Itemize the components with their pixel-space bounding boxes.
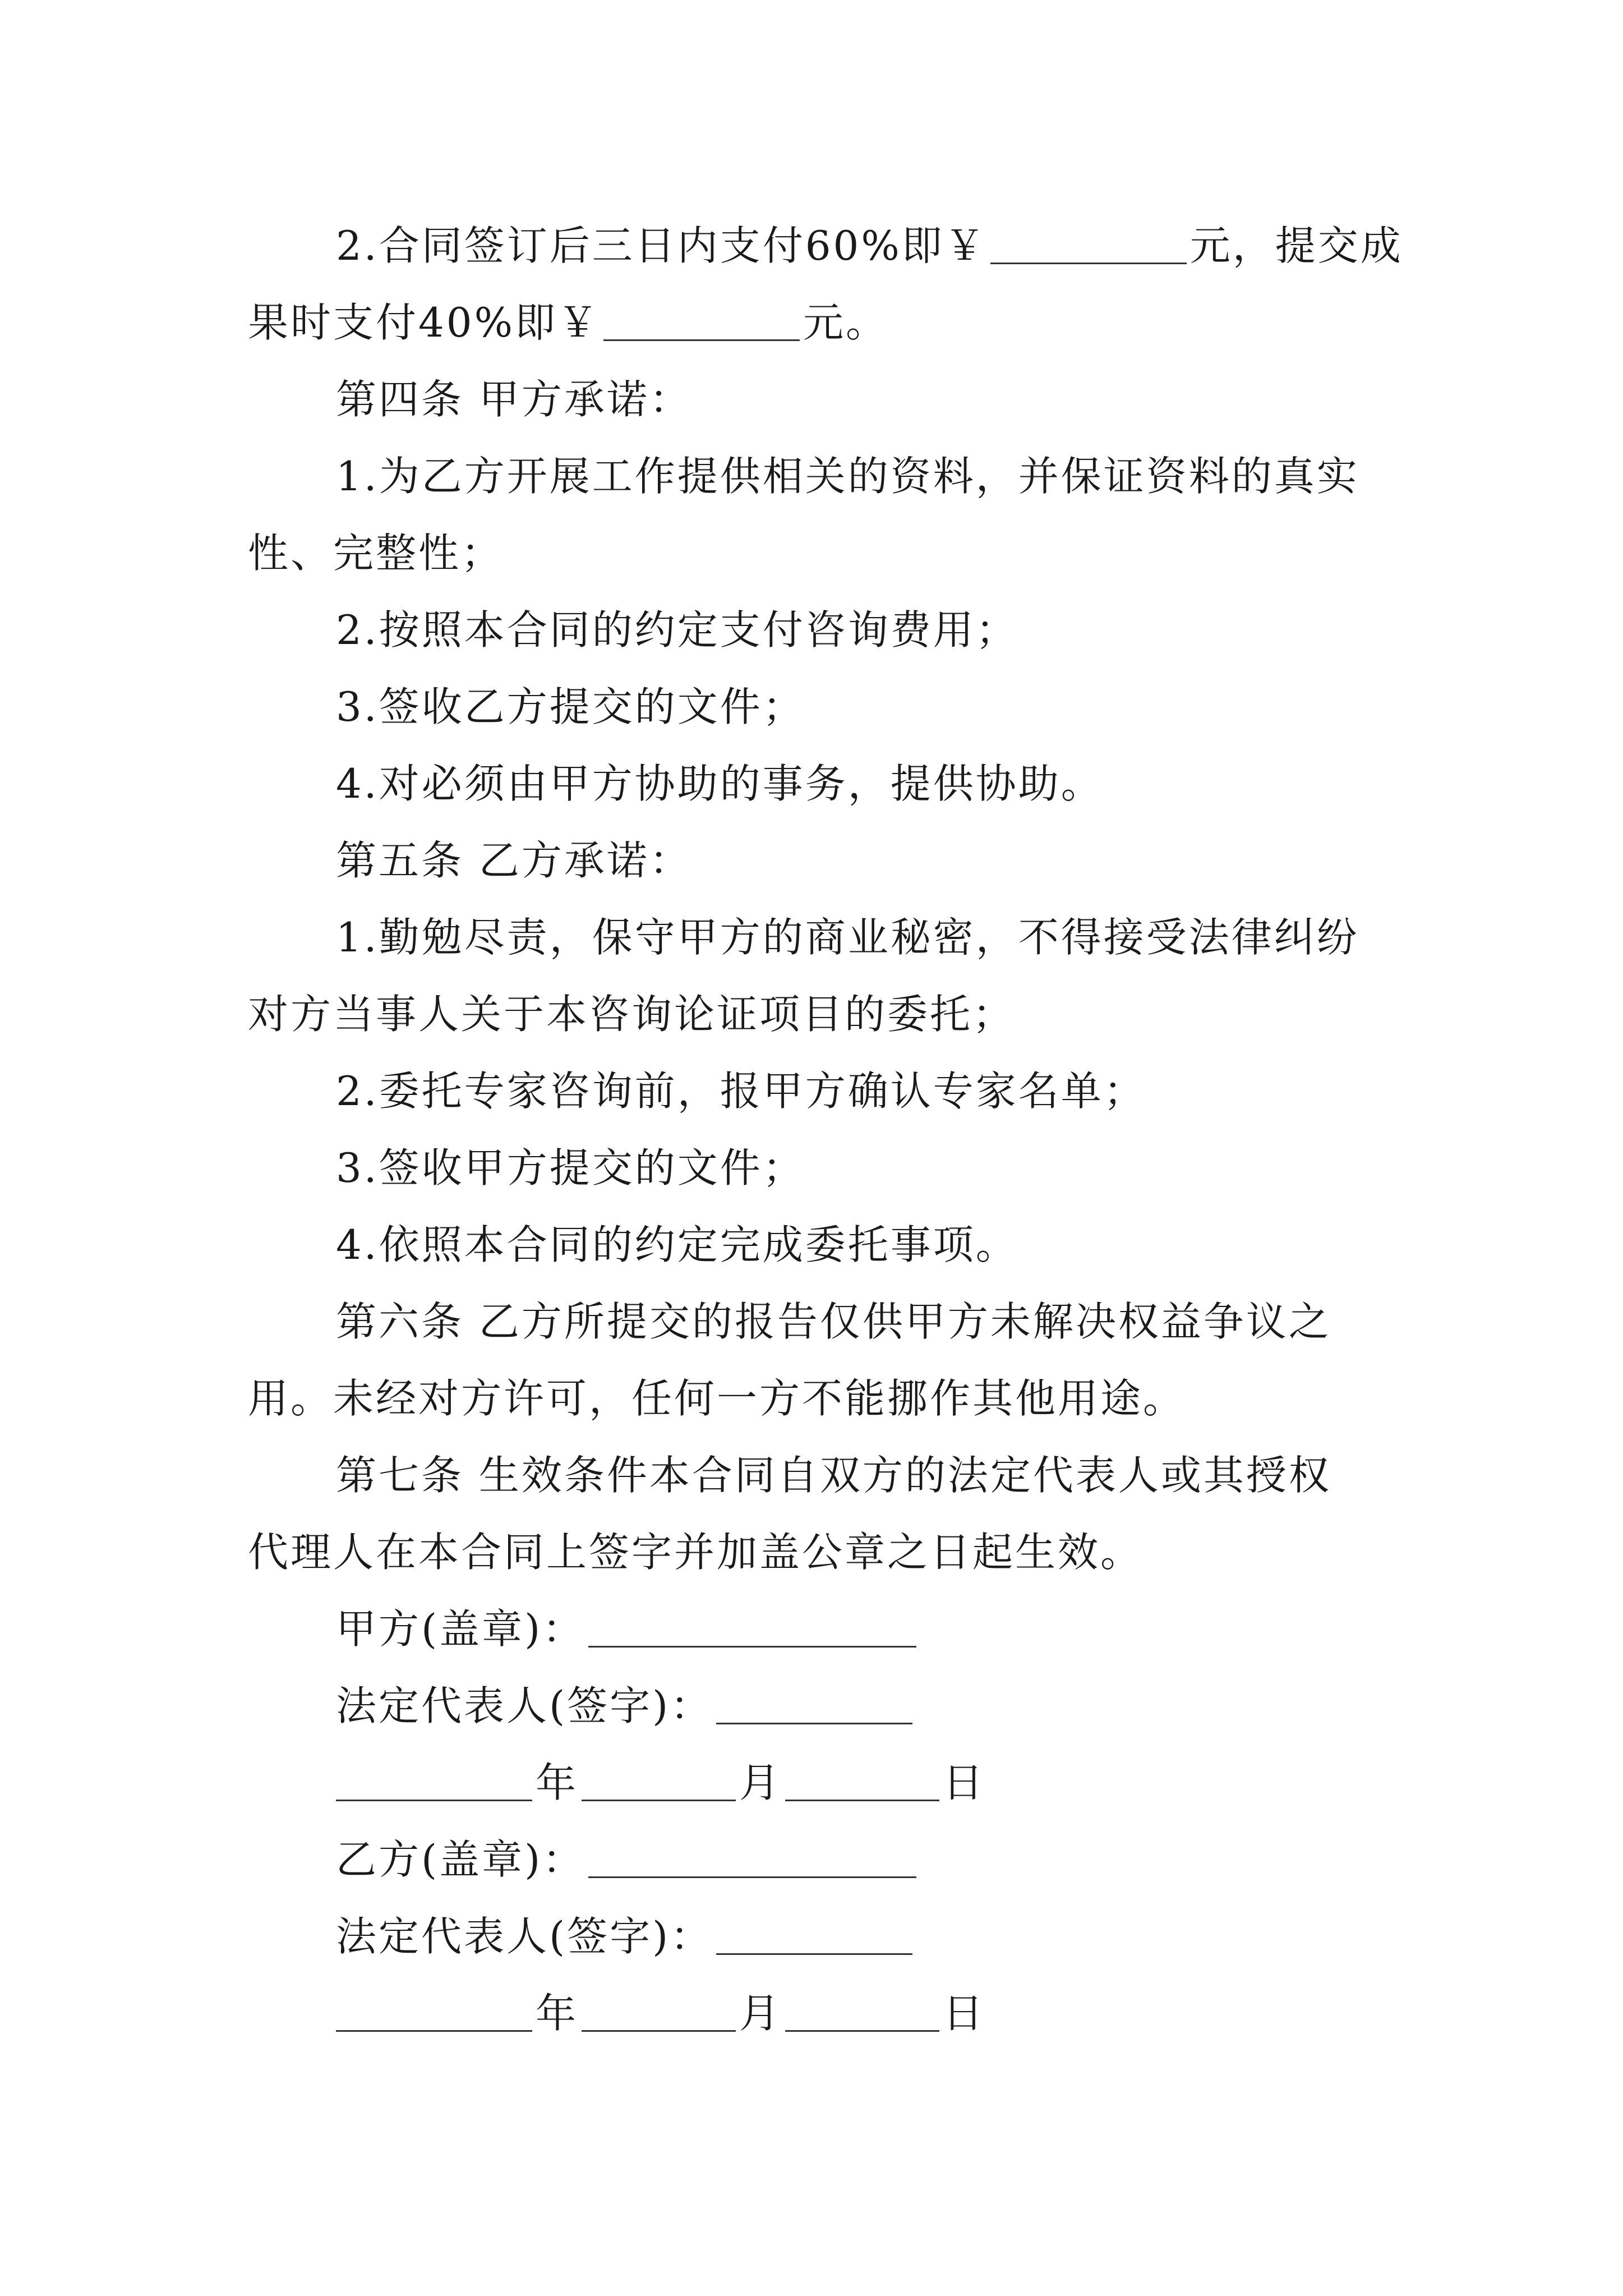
article-5-item-2: 2.委托专家咨询前，报甲方确认专家名单； (336, 1068, 1146, 1115)
amount-blank-40[interactable] (603, 302, 800, 341)
payment-clause-line-2: 果时支付40%即￥ 元。 (248, 299, 889, 346)
party-b-day-blank[interactable] (785, 1993, 939, 2032)
article-4-heading: 第四条 甲方承诺： (336, 376, 692, 423)
contract-page (248, 208, 1403, 2052)
article-4-item-2: 2.按照本合同的约定支付咨询费用； (336, 606, 1018, 654)
article-5-item-4: 4.依照本合同的约定完成委托事项。 (336, 1221, 1018, 1268)
article-5-heading: 第五条 乙方承诺： (336, 837, 692, 884)
article-6-line-2: 用。未经对方许可，任何一方不能挪作其他用途。 (248, 1375, 1186, 1422)
party-b-date-line: 年 月 日 (248, 1975, 1392, 2052)
party-b-seal-blank[interactable] (588, 1839, 916, 1878)
party-a-seal-blank[interactable] (588, 1609, 916, 1648)
article-5-item-1-cont: 对方当事人关于本咨询论证项目的委托； (248, 991, 1016, 1038)
party-b-month-blank[interactable] (582, 1993, 736, 2032)
party-a-date-line: 年 月 日 (248, 1745, 1392, 1821)
party-b-rep-line: 法定代表人(签字)： (248, 1898, 1392, 1975)
party-a-rep-line: 法定代表人(签字)： (248, 1668, 1392, 1745)
article-4-item-4: 4.对必须由甲方协助的事务，提供协助。 (336, 760, 1104, 807)
party-a-year-blank[interactable] (336, 1763, 532, 1801)
party-a-rep-blank[interactable] (716, 1686, 912, 1724)
article-5-item-1: 1.勤勉尽责，保守甲方的商业秘密，不得接受法律纠纷 (336, 914, 1359, 961)
article-4-item-1-cont: 性、完整性； (248, 530, 504, 577)
party-a-day-blank[interactable] (785, 1763, 939, 1801)
party-b-seal-line: 乙方(盖章)： (248, 1821, 1392, 1898)
article-4-item-3: 3.签收乙方提交的文件； (336, 683, 805, 730)
party-a-seal-line: 甲方(盖章)： (248, 1591, 1392, 1668)
party-b-year-blank[interactable] (336, 1993, 532, 2032)
payment-clause-line-1: 2.合同签订后三日内支付60%即￥ 元，提交成 (336, 222, 1403, 269)
amount-blank-60[interactable] (990, 226, 1187, 264)
article-6-line-1: 第六条 乙方所提交的报告仅供甲方未解决权益争议之 (336, 1298, 1331, 1345)
party-b-rep-blank[interactable] (716, 1916, 912, 1955)
article-4-item-1: 1.为乙方开展工作提供相关的资料，并保证资料的真实 (336, 453, 1359, 500)
article-7-line-1: 第七条 生效条件本合同自双方的法定代表人或其授权 (336, 1452, 1331, 1499)
article-7-line-2: 代理人在本合同上签字并加盖公章之日起生效。 (248, 1529, 1144, 1576)
article-5-item-3: 3.签收甲方提交的文件； (336, 1144, 805, 1191)
party-a-month-blank[interactable] (582, 1763, 736, 1801)
